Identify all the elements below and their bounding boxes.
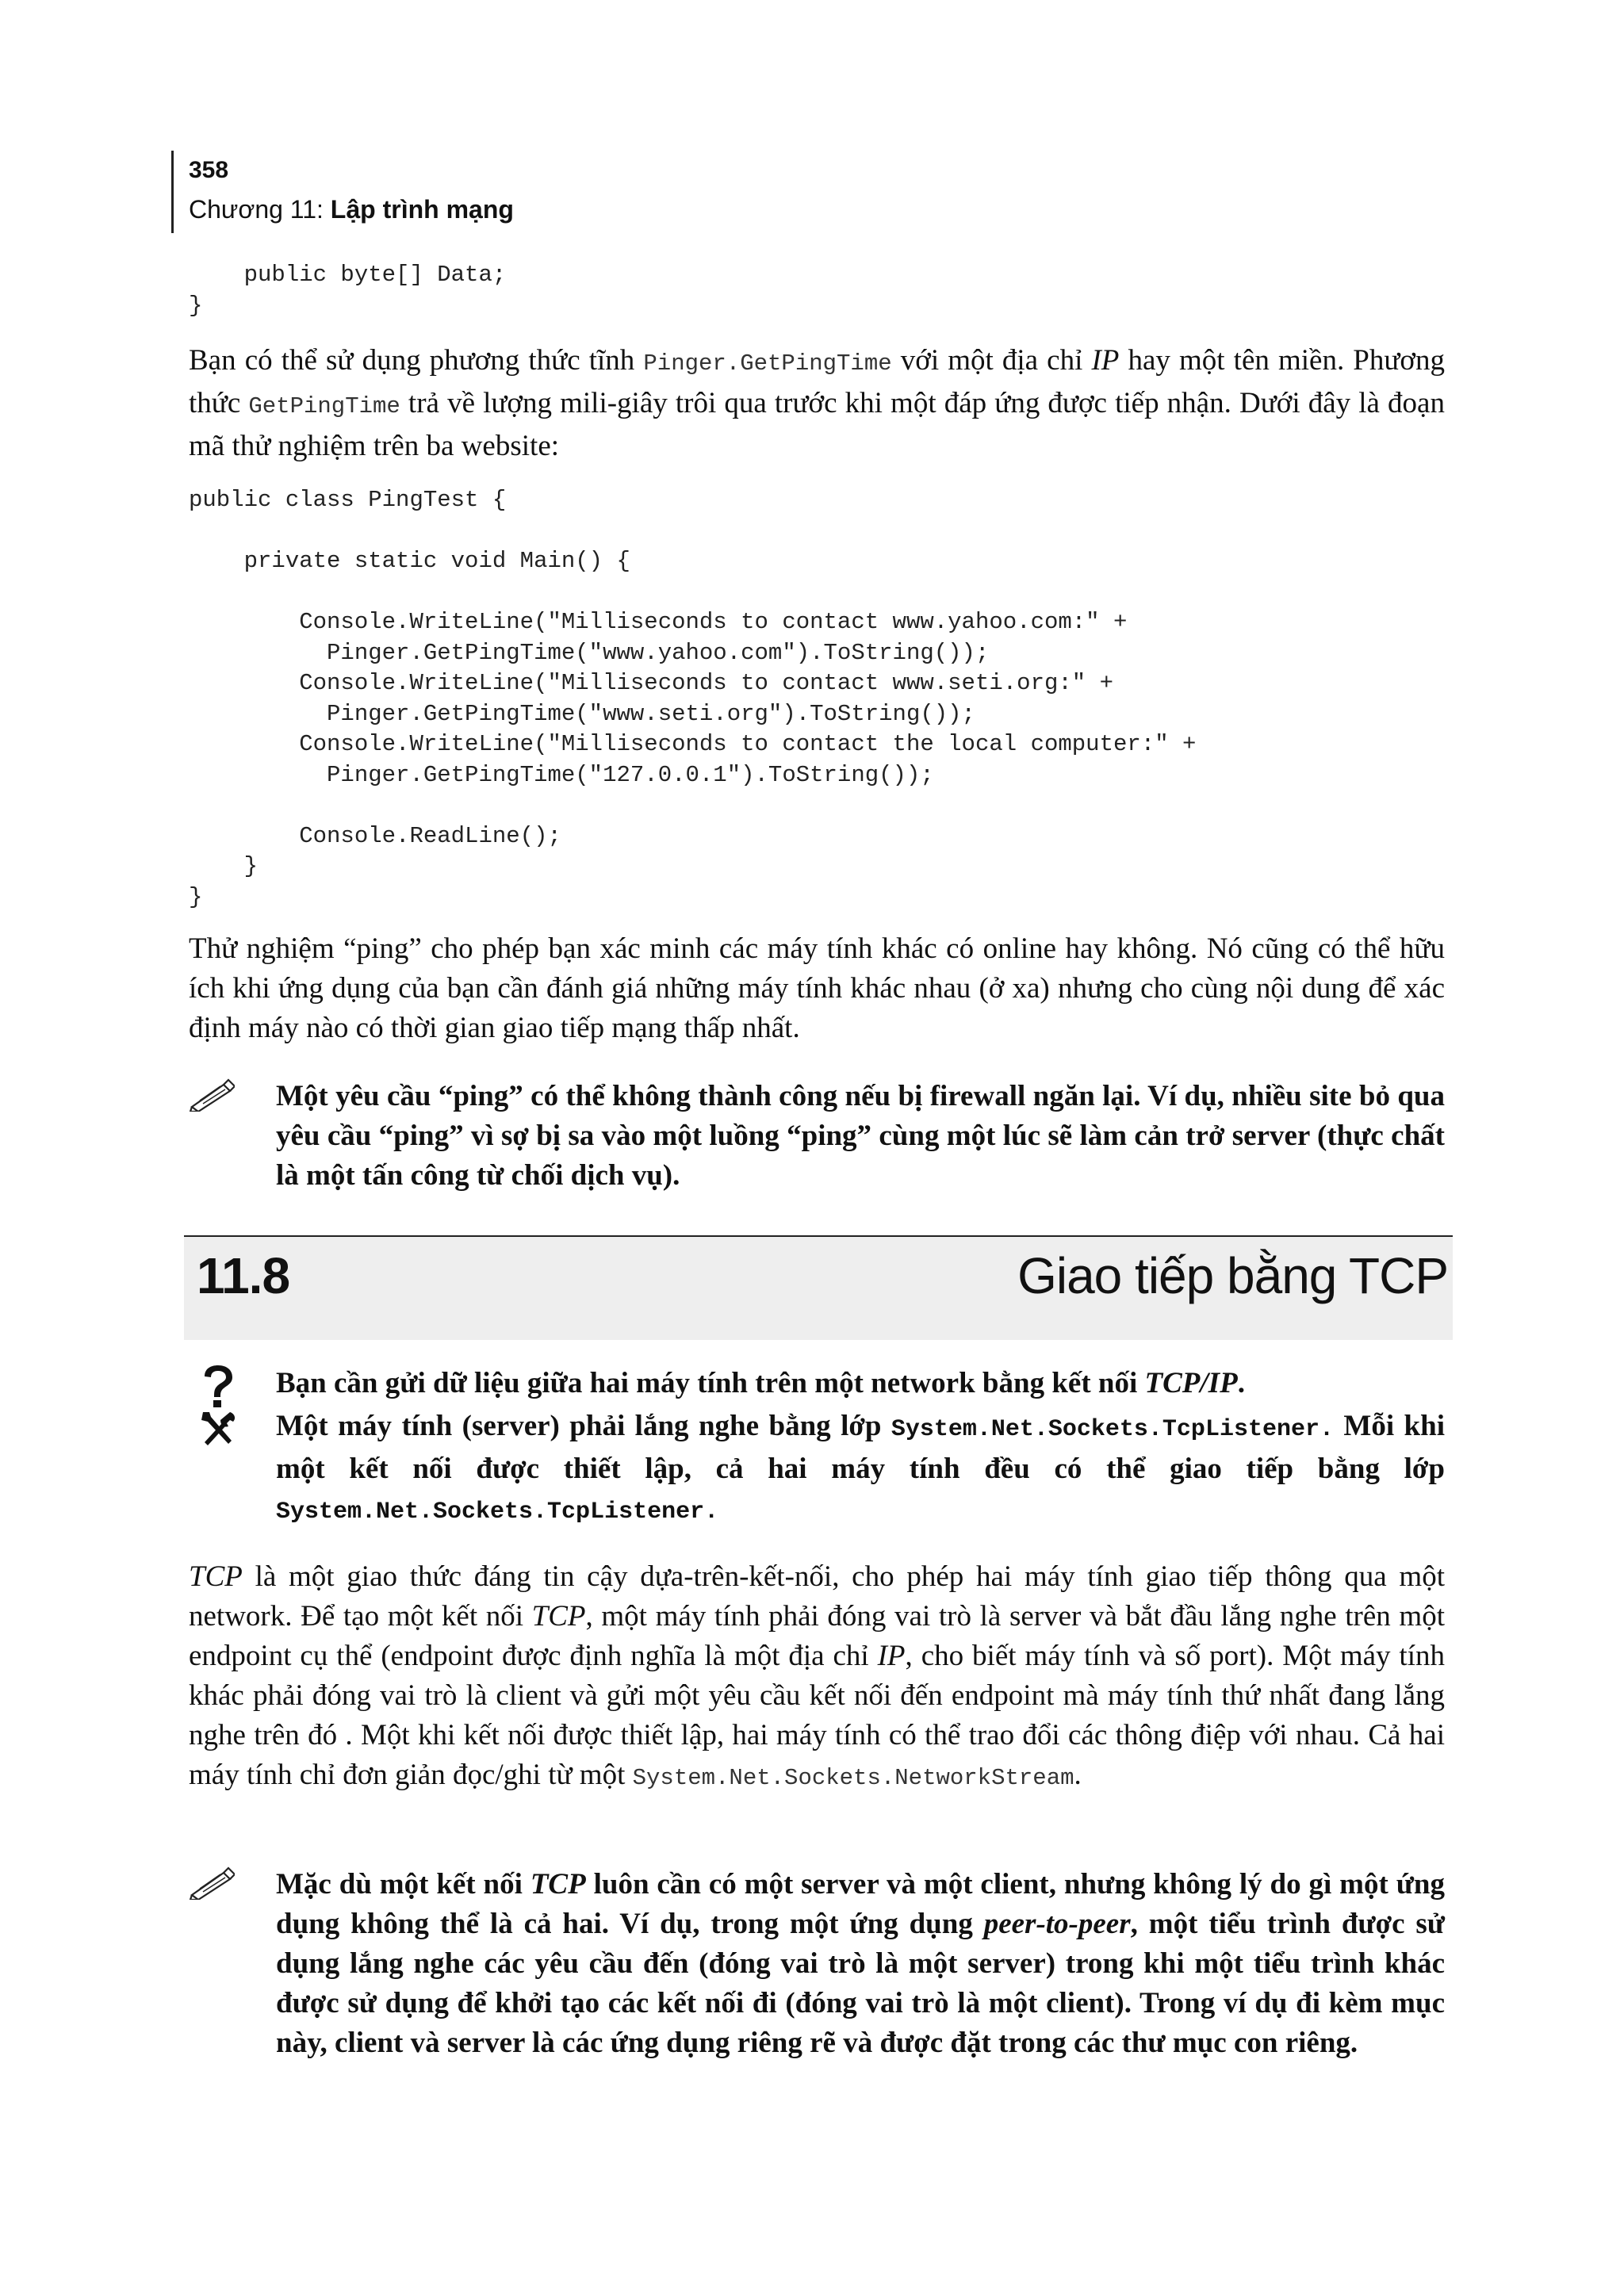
text-run: hay một tên miền. Phương thức xyxy=(189,344,1445,419)
page-number: 358 xyxy=(189,157,229,183)
problem-statement xyxy=(189,1364,1445,1403)
text-run: là một giao thức đáng tin cậy dựa-trên-kết-nối, cho phép hai máy tính giao tiếp thông qua một network. Để tạo một kết nối xyxy=(189,1560,1445,1633)
tools-icon xyxy=(198,1407,238,1451)
italic-term: IP xyxy=(877,1640,906,1672)
solution-text xyxy=(276,1407,1445,1532)
text-run: , một máy tính phải đóng vai trò là server và bắt đầu lắng nghe trên một endpoint cụ thể (endpoint được định nghĩa là một địa chỉ xyxy=(189,1600,1445,1672)
inline-code: System.Net.Sockets.NetworkStream xyxy=(632,1765,1074,1791)
italic-term: TCP/IP xyxy=(1144,1367,1238,1399)
text-run: . xyxy=(1237,1367,1245,1399)
question-mark-icon xyxy=(198,1364,238,1408)
italic-term: peer-to-peer xyxy=(983,1908,1131,1940)
text-run: Mỗi khi một kết nối được thiết lập, cả hai máy tính đều có thể giao tiếp bằng lớp xyxy=(276,1410,1445,1485)
text-run: Bạn cần gửi dữ liệu giữa hai máy tính trên một network bằng kết nối xyxy=(276,1367,1145,1399)
text-run: , một tiểu trình được sử dụng lắng nghe các yêu cầu đến (đóng vai trò là một server) trong khi một tiểu trình khác được sử dụng để khởi tạo các kết nối đi (đóng vai trò là một client). Trong ví dụ đi kèm mục này, client và server là các ứng dụng riêng rẽ và được đặt trong các thư mục con riêng. xyxy=(276,1908,1445,2059)
note-text: Một yêu cầu “ping” có thể không thành công nếu bị firewall ngăn lại. Ví dụ, nhiều site bỏ qua yêu cầu “ping” vì sợ bị sa vào một luồng “ping” cùng một lúc sẽ làm cản trở server (thực chất là một tấn công từ chối dịch vụ). xyxy=(276,1080,1445,1192)
header-rule xyxy=(171,151,174,233)
note-firewall xyxy=(189,1077,1445,1196)
chapter-heading xyxy=(189,195,514,224)
chapter-prefix: Chương 11: xyxy=(189,195,331,224)
paragraph-tcp-explanation xyxy=(189,1557,1445,1798)
paragraph-ping-test: Thử nghiệm “ping” cho phép bạn xác minh các máy tính khác có online hay không. Nó cũng có thể hữu ích khi ứng dụng của bạn cần đánh giá những máy tính khác nhau (ở xa) nhưng cho cùng nội dung để xác định máy nào có thời gian giao tiếp mạng thấp nhất. xyxy=(189,932,1445,1044)
note-text xyxy=(276,1865,1445,2063)
problem-text xyxy=(276,1364,1445,1403)
pencil-note-icon xyxy=(189,1865,235,1900)
italic-term: IP xyxy=(1091,344,1120,377)
text-run: , cho biết máy tính và số port). Một máy tính khác phải đóng vai trò là client và gửi một yêu cầu kết nối đến endpoint mà máy tính thứ nhất đang lắng nghe trên đó . Một khi kết nối được thiết lập, hai máy tính có thể trao đổi các thông điệp với nhau. Cả hai máy tính chỉ đơn giản đọc/ghi từ một xyxy=(189,1640,1445,1791)
inline-code: System.Net.Sockets.TcpListener. xyxy=(276,1499,719,1525)
text-run: . xyxy=(1074,1759,1082,1791)
solution-statement xyxy=(189,1407,1445,1532)
note-peer-to-peer xyxy=(189,1865,1445,2063)
inline-code: GetPingTime xyxy=(248,393,400,419)
text-run: với một địa chỉ xyxy=(891,344,1092,377)
paragraph-pinger-intro xyxy=(189,341,1445,466)
section-number: 11.8 xyxy=(197,1247,290,1304)
inline-code: Pinger.GetPingTime xyxy=(643,350,892,377)
pencil-note-icon xyxy=(189,1077,235,1112)
text-run: trả về lượng mili-giây trôi qua trước khi một đáp ứng được tiếp nhận. Dưới đây là đoạn mã thử nghiệm trên ba website: xyxy=(189,387,1445,462)
inline-code: System.Net.Sockets.TcpListener. xyxy=(891,1416,1334,1443)
text-run: Một máy tính (server) phải lắng nghe bằng lớp xyxy=(276,1410,891,1442)
italic-term: TCP xyxy=(530,1868,586,1901)
text-run: Mặc dù một kết nối xyxy=(276,1868,530,1901)
chapter-title: Lập trình mạng xyxy=(330,195,514,224)
italic-term: TCP xyxy=(531,1600,586,1633)
code-block-top: public byte[] Data; } xyxy=(189,262,507,319)
section-title: Giao tiếp bằng TCP xyxy=(1017,1247,1448,1304)
code-block-pingtest: public class PingTest { private static void Main() { Console.WriteLine("Milliseconds to contact www.yahoo.com:" + Pinger.GetPingTime("www.yahoo.com").ToString()); Console.WriteLine("Milliseconds to contact www.seti.org:" + Pinger.GetPingTime("www.seti.org").ToString()); Console.WriteLine("Milliseconds to contact the local computer:" + Pinger.GetPingTime("127.0.0.1").ToString()); Console.ReadLine(); } } xyxy=(189,487,1197,910)
text-run: Bạn có thể sử dụng phương thức tĩnh xyxy=(189,344,644,377)
text-run: luôn cần có một server và một client, nhưng không lý do gì một ứng dụng không thể là cả hai. Ví dụ, trong một ứng dụng xyxy=(276,1868,1445,1940)
italic-term: TCP xyxy=(189,1560,243,1593)
